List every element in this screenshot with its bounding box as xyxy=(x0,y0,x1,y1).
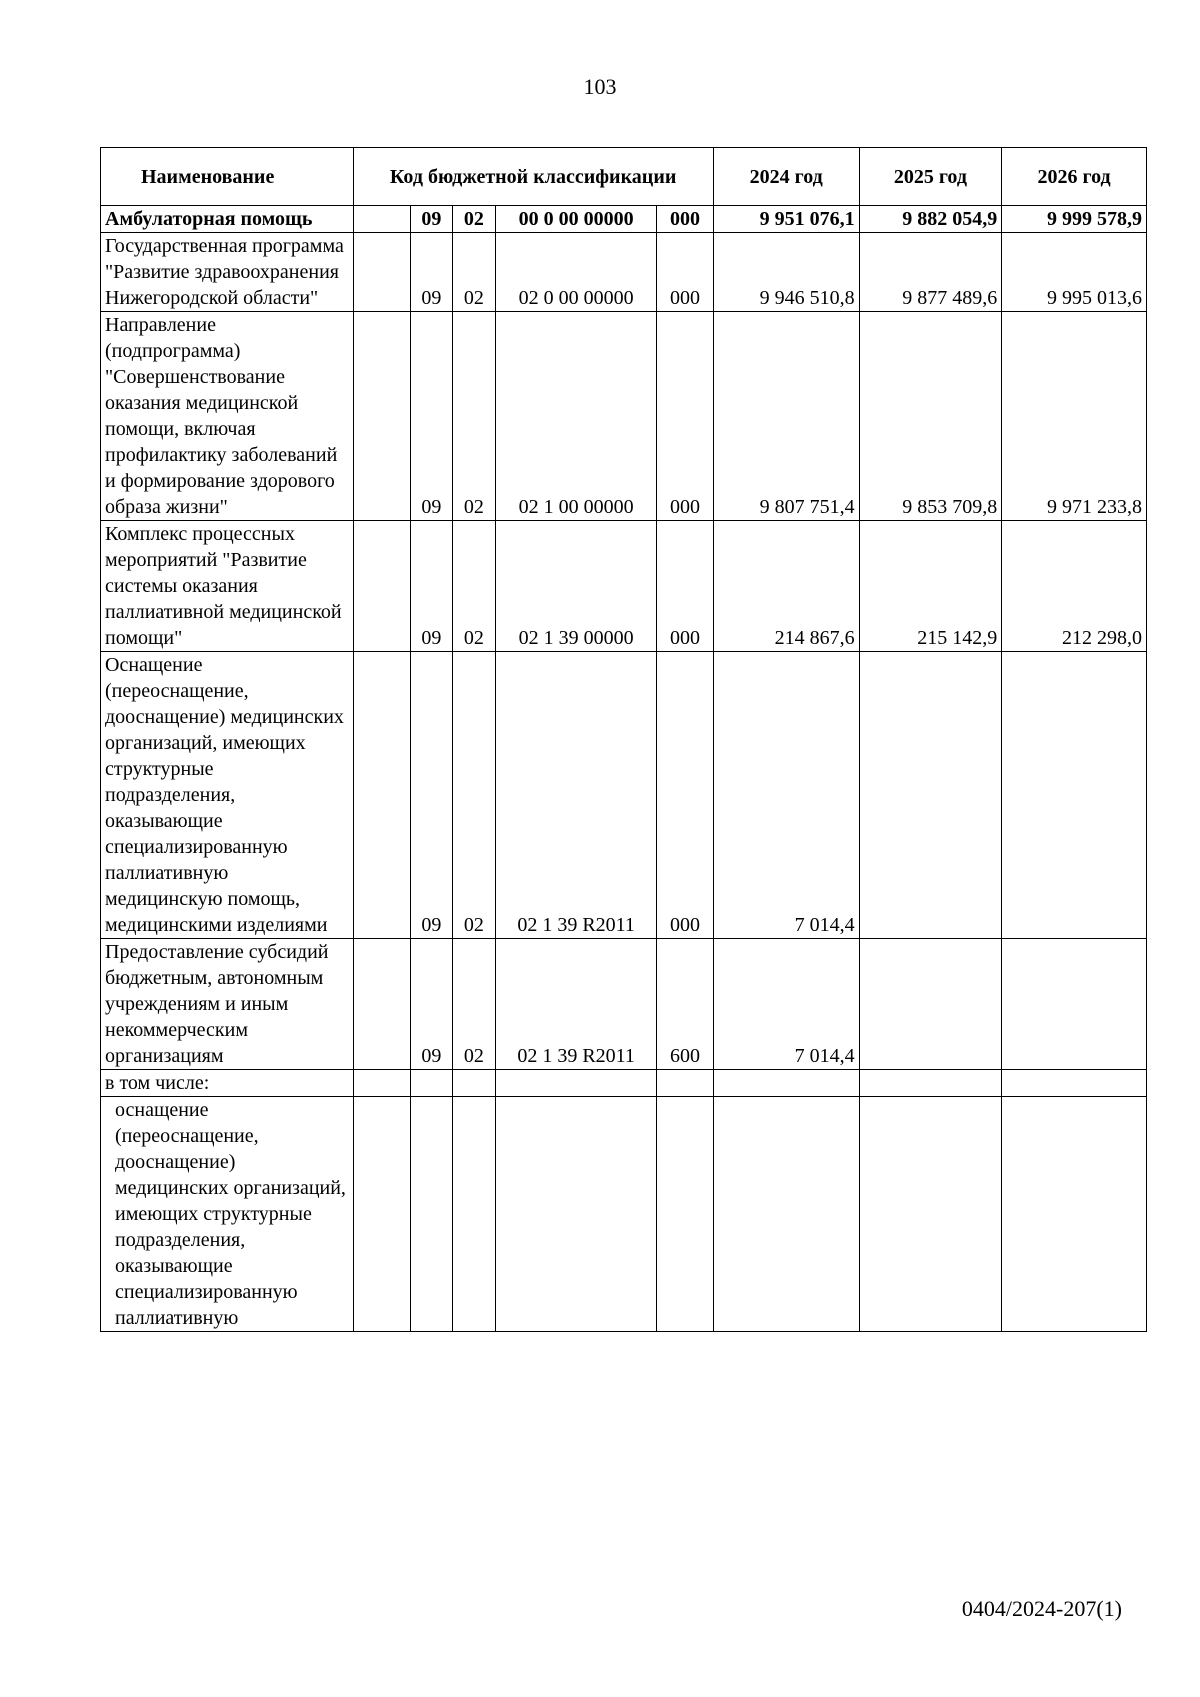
table-row xyxy=(101,521,1147,652)
row-code-section: 09 xyxy=(411,233,452,312)
row-value-2025 xyxy=(859,1097,1002,1332)
row-code-target xyxy=(496,1070,657,1097)
row-code-1 xyxy=(353,652,411,939)
row-code-type: 000 xyxy=(657,652,714,939)
row-value-2024: 7 014,4 xyxy=(713,939,859,1070)
row-code-type: 000 xyxy=(657,521,714,652)
row-value-2026 xyxy=(1002,939,1147,1070)
row-code-1 xyxy=(353,521,411,652)
row-value-2026: 9 971 233,8 xyxy=(1002,312,1147,521)
row-value-2024 xyxy=(713,1070,859,1097)
row-code-target: 02 1 39 R2011 xyxy=(496,652,657,939)
row-code-1 xyxy=(353,206,411,233)
row-name: Амбулаторная помощь xyxy=(101,206,354,233)
row-value-2025: 9 882 054,9 xyxy=(859,206,1002,233)
row-value-2024: 214 867,6 xyxy=(713,521,859,652)
row-value-2024: 7 014,4 xyxy=(713,652,859,939)
row-name: Оснащение (переоснащение, дооснащение) медицинских организаций, имеющих структурные подразделения, оказывающие специализированную паллиативную медицинскую помощь, медицинскими изделиями xyxy=(101,652,354,939)
header-2025: 2025 год xyxy=(859,148,1002,206)
row-code-section xyxy=(411,1097,452,1332)
row-name: Государственная программа "Развитие здравоохранения Нижегородской области" xyxy=(101,233,354,312)
row-value-2024: 9 951 076,1 xyxy=(713,206,859,233)
row-name: Предоставление субсидий бюджетным, автономным учреждениям и иным некоммерческим организациям xyxy=(101,939,354,1070)
row-code-1 xyxy=(353,939,411,1070)
row-name: Комплекс процессных мероприятий "Развитие системы оказания паллиативной медицинской помощи" xyxy=(101,521,354,652)
row-value-2025 xyxy=(859,1070,1002,1097)
table-row xyxy=(101,1070,1147,1097)
table-row xyxy=(101,206,1147,233)
row-code-section: 09 xyxy=(411,652,452,939)
table-row xyxy=(101,233,1147,312)
row-code-section: 09 xyxy=(411,312,452,521)
row-code-type: 600 xyxy=(657,939,714,1070)
document-id: 0404/2024-207(1) xyxy=(961,1596,1122,1621)
table-row xyxy=(101,1097,1147,1332)
row-code-subsection xyxy=(452,1070,496,1097)
row-value-2026 xyxy=(1002,1097,1147,1332)
row-name: Направление (подпрограмма) "Совершенствование оказания медицинской помощи, включая профилактику заболеваний и формирование здорового образа жизни" xyxy=(101,312,354,521)
row-value-2025: 9 877 489,6 xyxy=(859,233,1002,312)
row-code-target: 00 0 00 00000 xyxy=(496,206,657,233)
row-value-2026: 9 999 578,9 xyxy=(1002,206,1147,233)
row-value-2026: 212 298,0 xyxy=(1002,521,1147,652)
row-code-target: 02 1 00 00000 xyxy=(496,312,657,521)
row-code-type: 000 xyxy=(657,206,714,233)
row-code-section xyxy=(411,1070,452,1097)
row-value-2024 xyxy=(713,1097,859,1332)
row-code-subsection: 02 xyxy=(452,206,496,233)
row-name: оснащение (переоснащение, дооснащение) медицинских организаций, имеющих структурные подразделения, оказывающие специализированную паллиативную xyxy=(101,1097,354,1332)
row-name: в том числе: xyxy=(101,1070,354,1097)
header-2026: 2026 год xyxy=(1002,148,1147,206)
row-value-2024: 9 946 510,8 xyxy=(713,233,859,312)
row-code-target: 02 1 39 R2011 xyxy=(496,939,657,1070)
row-code-section: 09 xyxy=(411,206,452,233)
row-code-subsection: 02 xyxy=(452,521,496,652)
row-code-subsection: 02 xyxy=(452,233,496,312)
header-code: Код бюджетной классификации xyxy=(353,148,713,206)
row-code-target: 02 0 00 00000 xyxy=(496,233,657,312)
row-value-2025 xyxy=(859,939,1002,1070)
header-name: Наименование xyxy=(101,148,354,206)
row-value-2026 xyxy=(1002,652,1147,939)
table-header xyxy=(101,148,1147,206)
table-row xyxy=(101,312,1147,521)
row-code-target: 02 1 39 00000 xyxy=(496,521,657,652)
row-value-2026: 9 995 013,6 xyxy=(1002,233,1147,312)
header-2024: 2024 год xyxy=(713,148,859,206)
row-code-1 xyxy=(353,312,411,521)
row-code-type xyxy=(657,1097,714,1332)
row-code-subsection: 02 xyxy=(452,939,496,1070)
row-code-subsection: 02 xyxy=(452,652,496,939)
row-value-2025: 215 142,9 xyxy=(859,521,1002,652)
row-code-1 xyxy=(353,233,411,312)
row-code-subsection xyxy=(452,1097,496,1332)
table-row xyxy=(101,652,1147,939)
table-body xyxy=(101,206,1147,1332)
row-value-2026 xyxy=(1002,1070,1147,1097)
table-row xyxy=(101,939,1147,1070)
row-code-target xyxy=(496,1097,657,1332)
budget-table xyxy=(100,147,1147,1332)
row-value-2025 xyxy=(859,652,1002,939)
row-code-type: 000 xyxy=(657,312,714,521)
row-code-type: 000 xyxy=(657,233,714,312)
page-number: 103 xyxy=(583,74,617,99)
row-value-2024: 9 807 751,4 xyxy=(713,312,859,521)
row-code-section: 09 xyxy=(411,939,452,1070)
row-code-1 xyxy=(353,1070,411,1097)
row-code-1 xyxy=(353,1097,411,1332)
row-value-2025: 9 853 709,8 xyxy=(859,312,1002,521)
row-code-subsection: 02 xyxy=(452,312,496,521)
row-code-type xyxy=(657,1070,714,1097)
row-code-section: 09 xyxy=(411,521,452,652)
